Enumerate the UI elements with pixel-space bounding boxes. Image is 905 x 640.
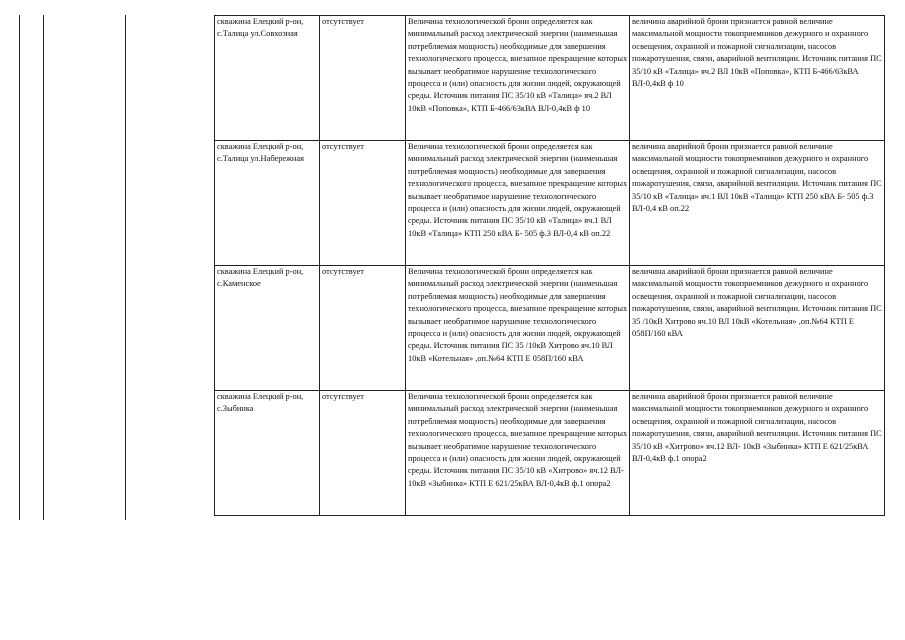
- status-cell: отсутствует: [320, 266, 406, 391]
- tech-reserve-cell: Величина технологической брони определяется как минимальный расход электрической энергии (наименьшая потребляемая мощность) необходимые для завершения технологического процесса, внезапное прекращение которых вызывает необратимое нарушение технологического процесса и (или) опасность для жизни людей, окружающей среды. Источник питания ПС 35/10 кВ «Хитрово» яч.12 ВЛ- 10кВ «Зыбинка» КТП Е 621/25кВА ВЛ-0,4кВ ф.1 опора2: [406, 391, 630, 516]
- tech-reserve-cell: Величина технологической брони определяется как минимальный расход электрической энергии (наименьшая потребляемая мощность) необходимые для завершения технологического процесса, внезапное прекращение которых вызывает необратимое нарушение технологического процесса и (или) опасность для жизни людей, окружающей среды. Источник питания ПС 35/10 кВ «Талица» яч.1 ВЛ 10кВ «Талица» КТП 250 кВА Б- 505 ф.3 ВЛ-0,4 кВ оп.22: [406, 141, 630, 266]
- table-row: [215, 391, 885, 516]
- table-row: [215, 266, 885, 391]
- status-cell: отсутствует: [320, 391, 406, 516]
- left-border-line-1: [19, 15, 20, 520]
- emergency-reserve-cell: величина аварийной брони признается равной величине максимальной мощности токоприемников дежурного и охранного освещения, охранной и пожарной сигнализации, насосов пожаротушения, связи, аварийной вентиляции. Источник питания ПС 35 /10кВ Хитрово яч.10 ВЛ 10кВ «Котельная» ,оп.№64 КТП Е 058П/160 кВА: [630, 266, 885, 391]
- object-cell: скважина Елецкий р-он, с.Зыбинка: [215, 391, 320, 516]
- tech-reserve-cell: Величина технологической брони определяется как минимальный расход электрической энергии (наименьшая потребляемая мощность) необходимые для завершения технологического процесса, внезапное прекращение которых вызывает необратимое нарушение технологического процесса и (или) опасность для жизни людей, окружающей среды. Источник питания ПС 35 /10кВ Хитрово яч.10 ВЛ 10кВ «Котельная» ,оп.№64 КТП Е 058П/160 кВА: [406, 266, 630, 391]
- table-row: [215, 141, 885, 266]
- left-border-line-3: [125, 15, 126, 520]
- emergency-reserve-cell: величина аварийной брони признается равной величине максимальной мощности токоприемников дежурного и охранного освещения, охранной и пожарной сигнализации, насосов пожаротушения, связи, аварийной вентиляции. Источник питания ПС 35/10 кВ «Талица» яч.2 ВЛ 10кВ «Поповка», КТП Б-466/63кВА ВЛ-0,4кВ ф 10: [630, 16, 885, 141]
- object-cell: скважина Елецкий р-он, с.Каменское: [215, 266, 320, 391]
- emergency-reserve-cell: величина аварийной брони признается равной величине максимальной мощности токоприемников дежурного и охранного освещения, охранной и пожарной сигнализации, насосов пожаротушения, связи, аварийной вентиляции. Источник питания ПС 35/10 кВ «Хитрово» яч.12 ВЛ- 10кВ «Зыбинка» КТП Е 621/25кВА ВЛ-0,4кВ ф.1 опора2: [630, 391, 885, 516]
- left-border-line-2: [43, 15, 44, 520]
- table-row: [215, 16, 885, 141]
- status-cell: отсутствует: [320, 16, 406, 141]
- emergency-reserve-cell: величина аварийной брони признается равной величине максимальной мощности токоприемников дежурного и охранного освещения, охранной и пожарной сигнализации, насосов пожаротушения, связи, аварийной вентиляции. Источник питания ПС 35/10 кВ «Талица» яч.1 ВЛ 10кВ «Талица» КТП 250 кВА Б- 505 ф.3 ВЛ-0,4 кВ оп.22: [630, 141, 885, 266]
- tech-reserve-cell: Величина технологической брони определяется как минимальный расход электрической энергии (наименьшая потребляемая мощность) необходимые для завершения технологического процесса, внезапное прекращение которых вызывает необратимое нарушение технологического процесса и (или) опасность для жизни людей, окружающей среды. Источник питания ПС 35/10 кВ «Талица» яч.2 ВЛ 10кВ «Поповка», КТП Б-466/63кВА ВЛ-0,4кВ ф 10: [406, 16, 630, 141]
- reserve-table: [214, 15, 885, 516]
- object-cell: скважина Елецкий р-он, с.Талица ул.Совхозная: [215, 16, 320, 141]
- status-cell: отсутствует: [320, 141, 406, 266]
- object-cell: скважина Елецкий р-он, с.Талица ул.Набережная: [215, 141, 320, 266]
